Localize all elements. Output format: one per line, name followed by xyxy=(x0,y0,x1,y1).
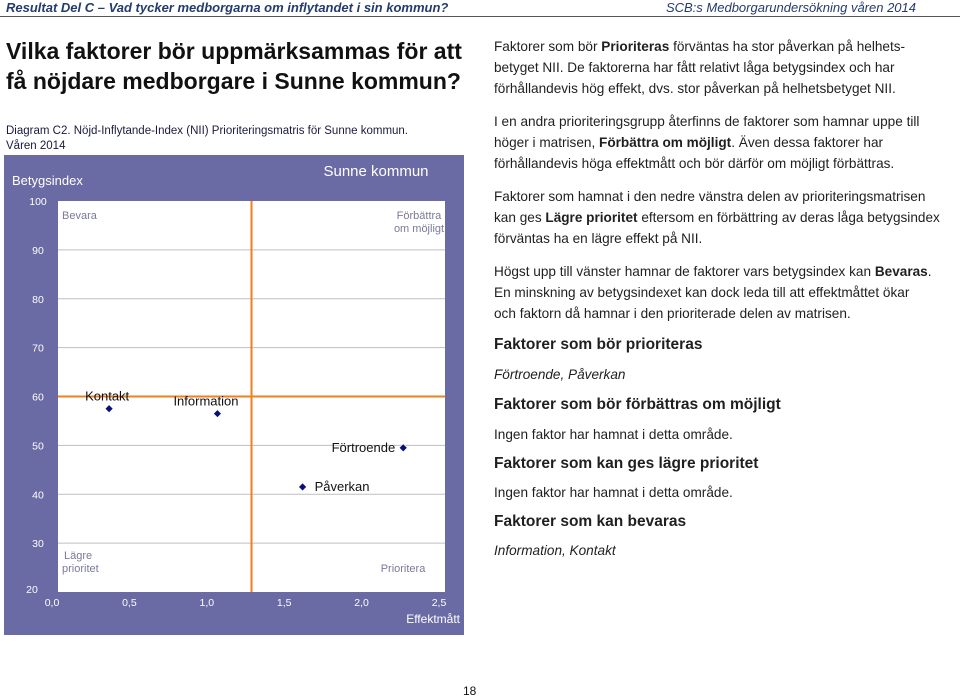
data-point-label: Kontakt xyxy=(85,388,130,404)
y-tick-label: 70 xyxy=(32,342,44,355)
header-divider xyxy=(0,16,960,17)
priority-matrix-chart xyxy=(4,155,464,635)
y-tick-label: 40 xyxy=(32,489,44,502)
page-header xyxy=(0,0,960,16)
heading-improve: Faktorer som bör förbättras om möjligt xyxy=(494,396,781,413)
paragraph-lower-priority: Faktorer som hamnat i den nedre vänstra delen av prioriteringsmatrisen kan ges Lägre prioritet eftersom en förbättring av deras låga betygsindex förväntas ha en lägre effekt på NII. xyxy=(494,189,940,246)
chart-caption xyxy=(6,124,476,154)
chart-title: Sunne kommun xyxy=(323,163,429,180)
quadrant-label-prioritize: Prioritera xyxy=(380,563,426,575)
page-title: Vilka faktorer bör uppmärksammas för att få nöjdare medborgare i Sunne kommun? xyxy=(6,38,462,94)
value-lower-priority: Ingen faktor har hamnat i detta område. xyxy=(494,485,733,500)
heading-preserve: Faktorer som kan bevaras xyxy=(494,513,687,530)
y-tick-label: 80 xyxy=(32,293,44,306)
data-point-label: Förtroende xyxy=(331,439,396,455)
header-survey-name: SCB:s Medborgarundersökning våren 2014 xyxy=(665,0,916,15)
quadrant-label-lower-priority: prioritet xyxy=(62,563,99,575)
paragraph-prioritize: Faktorer som bör Prioriteras förväntas ha stor påverkan på helhets- betyget NII. De faktorerna har fått relativt låga betygsindex och har förhållandevis hög effekt, dvs. stor påverkan på helhetsbetyget NII. xyxy=(494,39,906,96)
chart-caption-line2: Våren 2014 xyxy=(6,140,66,152)
heading-prioritize: Faktorer som bör prioriteras xyxy=(494,336,703,353)
x-tick-label: 1,5 xyxy=(276,597,292,609)
x-axis-title: Effektmått xyxy=(406,612,460,626)
paragraph-preserve: Högst upp till vänster hamnar de faktorer vars betygsindex kan Bevaras. En minskning av betygsindexet kan dock leda till att effektmåttet ökar och faktorn då hamnar i den prioriterade delen av matrisen. xyxy=(494,264,932,321)
quadrant-label-preserve: Bevara xyxy=(62,210,97,222)
value-preserve: Information, Kontakt xyxy=(494,543,616,558)
explanation-column xyxy=(494,36,954,561)
x-tick-label: 1,0 xyxy=(199,597,215,609)
data-point-label: Information xyxy=(173,393,239,409)
y-axis-title: Betygsindex xyxy=(12,173,83,188)
y-tick-label: 30 xyxy=(32,538,44,551)
y-tick-label: 90 xyxy=(32,244,44,257)
y-tick-label: 100 xyxy=(29,196,47,208)
quadrant-label-improve: om möjligt xyxy=(393,223,445,235)
x-tick-label: 2,5 xyxy=(431,597,447,609)
y-tick-label: 20 xyxy=(26,584,38,596)
y-tick-label: 50 xyxy=(32,440,44,453)
y-tick-label: 60 xyxy=(32,391,44,404)
header-report-title: Resultat Del C – Vad tycker medborgarna om inflytandet i sin kommun? xyxy=(6,0,449,15)
data-point-label: Påverkan xyxy=(314,478,370,494)
value-prioritize: Förtroende, Påverkan xyxy=(494,367,626,382)
x-tick-label: 0,5 xyxy=(122,597,137,609)
x-tick-label: 2,0 xyxy=(354,597,369,609)
value-improve: Ingen faktor har hamnat i detta område. xyxy=(494,427,733,442)
x-tick-label: 0,0 xyxy=(44,597,60,609)
paragraph-improve: I en andra prioriteringsgrupp återfinns de faktorer som hamnar uppe till höger i matrisen, Förbättra om möjligt. Även dessa faktorer har förhållandevis höga effektmått och bör därför om möjligt förbättras. xyxy=(494,114,920,171)
quadrant-label-improve: Förbättra xyxy=(396,210,442,222)
page-number: 18 xyxy=(463,684,477,698)
chart-caption-line1: Diagram C2. Nöjd-Inflytande-Index (NII) Prioriteringsmatris för Sunne kommun. xyxy=(6,125,409,137)
quadrant-label-lower-priority: Lägre xyxy=(64,550,93,562)
heading-lower-priority: Faktorer som kan ges lägre prioritet xyxy=(494,455,759,472)
